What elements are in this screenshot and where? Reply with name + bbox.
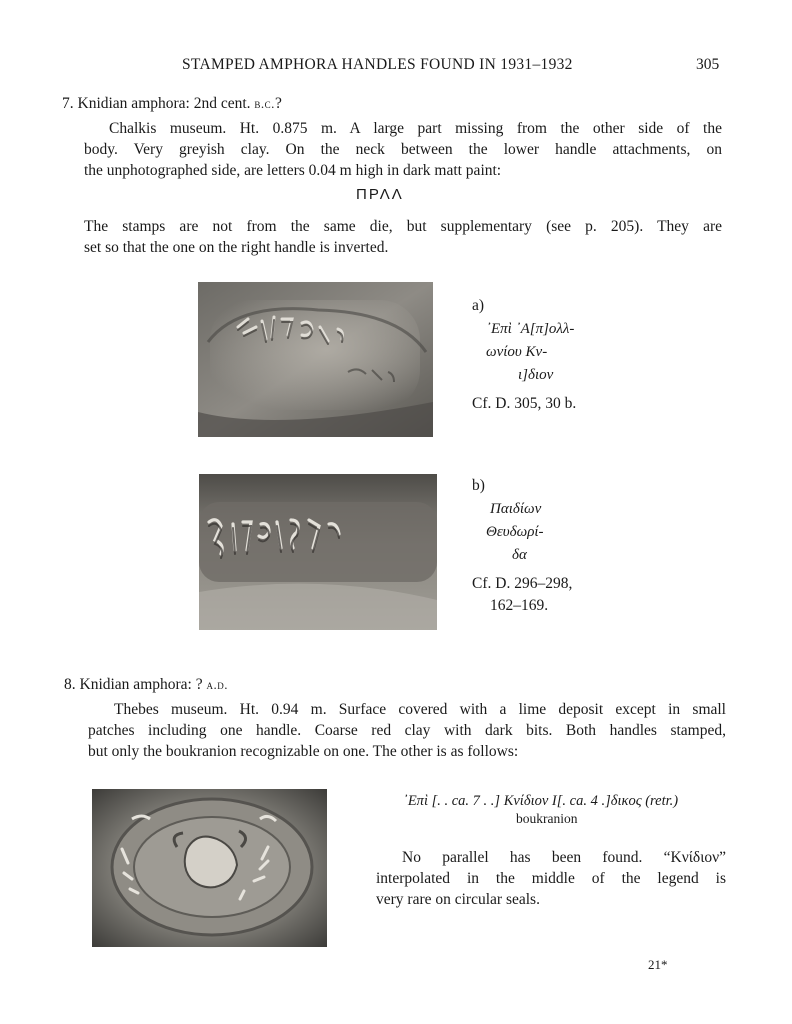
entry-8-comment-line-2: interpolated in the middle of the legend is: [376, 870, 726, 887]
entry-7-note: [84, 216, 722, 258]
entry-7-desc-line-3: the unphotographed side, are letters 0.04 m high in dark matt paint:: [84, 162, 502, 179]
entry-8-comment-line-3: very rare on circular seals.: [376, 891, 540, 908]
running-title: STAMPED AMPHORA HANDLES FOUND IN 1931–1932: [182, 56, 573, 73]
running-head: [0, 56, 792, 80]
stamp-b-line-1: Παιδίων: [490, 501, 542, 517]
entry-8-comment: [376, 847, 726, 910]
stamp-c-photo: [92, 789, 327, 947]
entry-7-heading-suffix: ?: [274, 95, 282, 112]
entry-7-note-line-2: set so that the one on the right handle is inverted.: [84, 239, 389, 256]
stamp-b-line-3: δα: [512, 547, 527, 563]
entry-8-description: [88, 699, 726, 762]
entry-7-desc-line-1: Chalkis museum. Ht. 0.875 m. A large part missing from the other side of the: [109, 120, 722, 137]
stamp-b-label: b): [472, 477, 485, 494]
page-number: 305: [696, 56, 720, 73]
signature-mark: 21*: [648, 957, 668, 972]
stamp-b-image: [199, 474, 437, 630]
entry-7-description: [84, 118, 722, 181]
entry-8-desc-line-2: patches including one handle. Coarse red clay with dark bits. Both handles stamped,: [88, 722, 726, 739]
entry-7-heading: [62, 95, 282, 113]
stamp-b-photo: [199, 474, 437, 630]
stamp-b-reference-1: Cf. D. 296–298,: [472, 575, 573, 592]
entry-8-heading-text: 8. Knidian amphora: ?: [64, 676, 207, 693]
painted-letters: ΠΡΛΛ: [356, 186, 404, 203]
entry-8-comment-line-1: No parallel has been found. “Κνίδιον”: [402, 849, 726, 866]
entry-7-desc-line-2: body. Very greyish clay. On the neck between the lower handle attachments, on: [84, 141, 722, 158]
entry-8-era: a.d.: [206, 677, 228, 692]
stamp-a-line-3: ι]διον: [518, 367, 554, 383]
stamp-a-image: [198, 282, 433, 437]
entry-8-desc-line-1: Thebes museum. Ht. 0.94 m. Surface covered with a lime deposit except in small: [114, 701, 726, 718]
stamp-a-photo: [198, 282, 433, 437]
entry-7-heading-text: 7. Knidian amphora: 2nd cent.: [62, 95, 255, 112]
entry-8-emblem: boukranion: [516, 811, 578, 826]
stamp-a-line-2: ωνίου Κν-: [486, 344, 548, 360]
entry-8-legend: ᾿Επὶ [. . ca. 7 . .] Κνίδιον Ι[. ca. 4 .]δικος (retr.): [403, 793, 679, 809]
stamp-a-line-1: ᾿Επὶ ᾿Α[π]ολλ-: [486, 321, 575, 337]
stamp-c-image: [92, 789, 327, 947]
stamp-b-line-2: Θευδωρί-: [486, 524, 544, 540]
entry-8-desc-line-3: but only the boukranion recognizable on one. The other is as follows:: [88, 743, 519, 760]
entry-7-note-line-1: The stamps are not from the same die, but supplementary (see p. 205). They are: [84, 218, 722, 235]
stamp-b-reference-2: 162–169.: [490, 597, 549, 614]
entry-8-heading: [64, 676, 228, 694]
stamp-a-reference: Cf. D. 305, 30 b.: [472, 395, 577, 412]
entry-7-era: b.c.: [254, 96, 275, 111]
stamp-a-label: a): [472, 297, 485, 314]
